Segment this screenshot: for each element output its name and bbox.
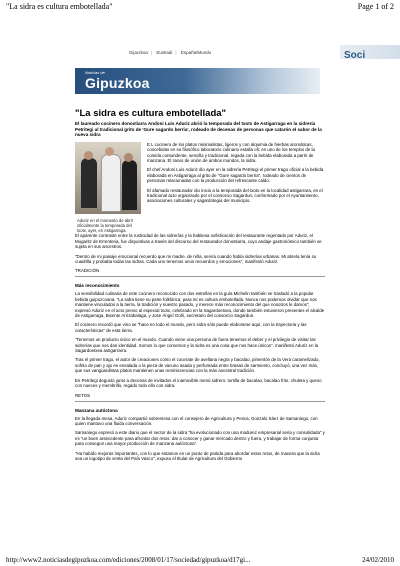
photo-block <box>75 142 325 234</box>
label-retos: RETOS <box>75 392 91 398</box>
side-paragraph: El afamado restaurador dio inicio a la temporada del txotx en la localidad astigarrara, en el tradicional acto organizado por el consorcio Sagardun, conformado por el Ayuntamiento, asociaciones culturales y sagardotegia del municipio. <box>147 187 323 204</box>
print-header-page: Page 1 of 2 <box>357 2 394 11</box>
article-lead: El laureado cocinero donostiarra Andoni Luis Aduriz abrió la temporada del txotx de Astigarraga en la sidrería Petritegi al tradicional grito de 'Gure sagardo berria', rodeado de decenas de personas que catarón el sabor de la nueva sidra <box>75 121 322 138</box>
print-footer-url: http://www2.noticiasdegipuzkoa.com/ediciones/2008/01/17/sociedad/gipuzkoa/d17gi... <box>6 556 251 564</box>
body-paragraph: El aparente contraste entre la rusticidad de las sidrerías y la habitesa sofisticación del restaurante regentado por Aduriz, el Mugaritz de Errenteria, fue disyuntivas a través del discurso del restaurador donostiarra, cuyo andaje gastronómico también se sujeta en sus ancestros. <box>75 233 322 250</box>
body-paragraph: En la llegada mesa, Aduriz compartió sobremesa con el consejero de Agricultura y Pesca, Gonzalo Sáez de Samaniego, con quien mantuvo una fluida conversación. <box>75 415 318 426</box>
label-tradicion: TRADICIÓN <box>75 268 100 274</box>
body-paragraph: "Ha habido mejoras importantes, con lo que estamos en un punto de partida para abordar estos retos, de manera que la sidra sea un logotipo de venta del País Vasco", expuso el titular de Agricultura del Gobierno <box>75 450 320 461</box>
divider <box>75 276 325 277</box>
article-page <box>75 48 366 465</box>
nav-item-gipuzkoa[interactable]: Gipuzkoa <box>128 50 148 55</box>
divider <box>75 401 325 402</box>
photo-caption: Aduriz en el momento de abrir oficialmente la temporada del txotx, ayer, en Astigarraga. <box>77 217 134 234</box>
side-text <box>147 142 325 234</box>
print-footer <box>6 556 394 564</box>
article <box>75 108 325 461</box>
body-paragraph: "Tenemos un producto único en el mundo. Cuando viene una persona de fuera tenemos el deber y el privilegio de visitar las sidrerías que nos dan identidad. Somos lo que comemos y la sidra es una cosa que nos hace únicos", manifestó Aduriz en la Sagardoetxea astigarrarra. <box>75 337 319 354</box>
body-paragraph: El cocinero recordó que vino se "hace en todo el mundo, pero sidra sólo puede elaborarse aquí, con la trayectoria y las características" de esta tierra. <box>75 322 307 333</box>
side-paragraph: E L cocinero de los platos minimalistas, ligeros y con alquimia de hierbas aromáticas, concebidas en su filosófico laboratorio culinario estalla ofi; en uno de los templos de la comida contundente, sencilla y tradicional, regada con la bebida elaborada a partir de manzana. El rasvo de unión de ambos mundos, la sidra. <box>147 141 315 163</box>
body-paragraph: Samaniego expresó a este diario que el sector de la sidra "ha evolucionado con una madurez empresarial seria y consolidada" y es "un buen antecedente para afrontar dos retos: dar a conocer y ganar mercado dentro y fuera, y trabajar de forma conjunta para conseguir una mayor producción de manzana autóctona". <box>75 430 325 447</box>
body-paragraph: Tras el primer trago, el autor de creaciones como el cocerate de avellana negra y bacalao, pimentón de la Vera caramelizado, sofrito de pan y ajo en ensalada o la pieza de vacuno asada y perfumada entre brasas de sarmiento, concluyó, una vez más, que sus vanguardistas platos mantienen unas reminiscencias con la más ancestral tradición. <box>75 357 320 374</box>
nav-item-espana-mundo[interactable]: España/Mundo <box>180 50 212 55</box>
section-logo: Soci <box>340 45 400 59</box>
nav-item-euskadi[interactable]: Euskadi <box>156 50 173 55</box>
body-paragraph: La sensibilidad culinaria de este cocinero reconocido con dos estrellas en la guía Michelin también se trasladó a la popular bebida guipuzcoana. "La sidra tiene su parte folklórica; para mí es cultura embotellada. Nunca nos podemos olvidar que nos mantiene vinculados a la tierra, la tradición y nuestro pasado, y merece más reconocimiento del que nosotros le damos", expresó Aduriz en el acto previo al especial txotx, celebrado en la Sagardoetxea, donde también estuvieron presentes el alcalde de Astigarraga, Bixente Arrizabalaga, y Jose Ángel Goñi, secretario del consorcio Sagardun. <box>75 291 325 319</box>
masthead-logo[interactable] <box>75 68 320 94</box>
article-photo <box>75 142 141 214</box>
body-paragraph: En Petritegi degustó junto a decenas de invitados el inamovible menú sidrero: tortilla de bacalao, bacalao frito, chuleta y queso con nueces y membrillo, regado todo ello con sidra. <box>75 377 322 389</box>
side-paragraph: El chef Andoni Luis Aduriz dio ayer en la sidrería Petritegi el primer trago oficial a la bebida elaborada en Astigarraga al grito de "Gure sagardo berria", rodeado de cientos de personas relacionadas con la producción del refrescante caldo. <box>147 167 324 184</box>
print-header <box>6 2 394 11</box>
print-footer-date: 24/02/2010 <box>362 556 394 564</box>
masthead-small: Noticias de <box>85 70 105 75</box>
print-header-title: "La sidra es cultura embotellada" <box>6 2 113 11</box>
heading-manzana: Manzana autóctona <box>75 407 118 413</box>
body-paragraph: "Dentro de mi paisaje emocional recuerdo que mi madre, de niña, servía cuando había sidrerías urbanas. Mi abrela tenía su cuadrilla y probaba todas las sidras. Cada uno tenemos unos recuerdos y emociones", manifestó Aduriz. <box>75 253 317 265</box>
masthead-brand: Gipuzkoa <box>85 75 150 91</box>
article-title: "La sidra es cultura embotellada" <box>75 108 227 119</box>
article-body <box>75 233 325 461</box>
top-nav: Gipuzkoa | Euskadi | España/Mundo <box>128 50 212 55</box>
heading-reconocimiento: Más reconocimiento <box>75 283 120 289</box>
